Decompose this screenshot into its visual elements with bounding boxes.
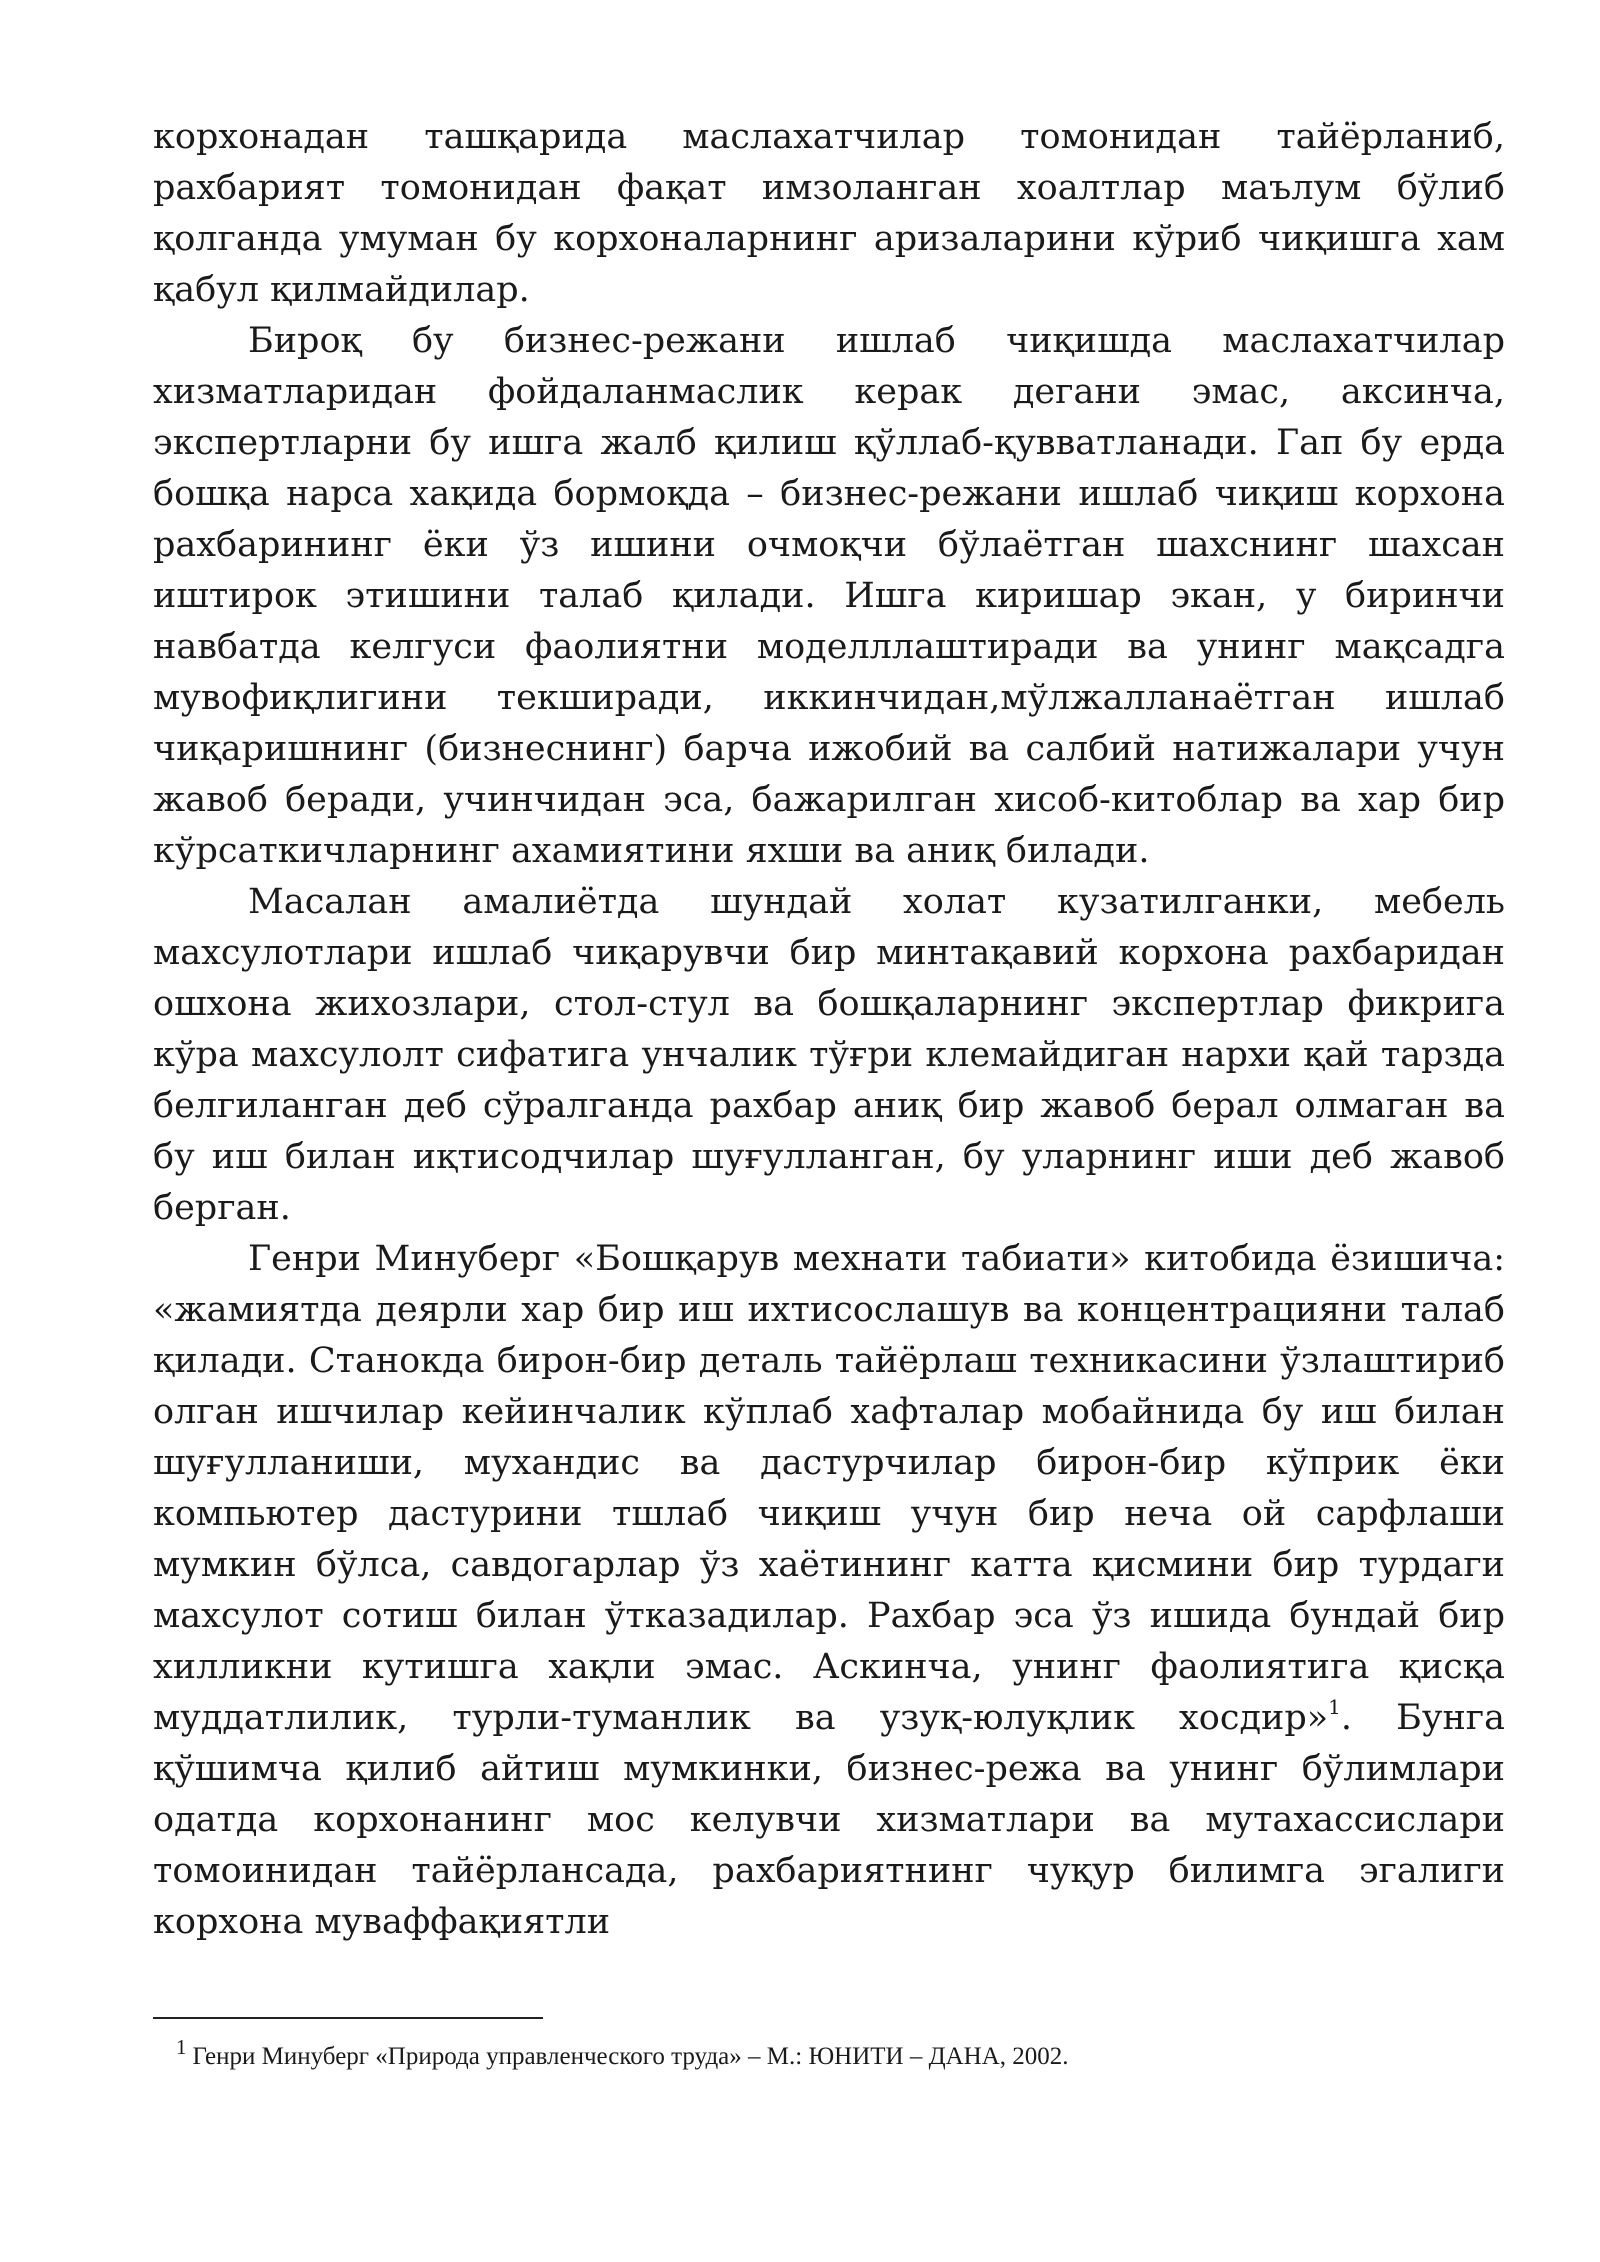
footnote-number: 1: [176, 2035, 187, 2059]
paragraph-3: Масалан амалиётда шундай холат кузатилганки, мебель махсулотлари ишлаб чиқарувчи бир минтақавий корхона рахбаридан ошхона жихозлари, стол-стул ва бошқаларнинг экспертлар фикрига кўра махсулолт сифатига унчалик тўғри клемайдиган нархи қай тарзда белгиланган деб сўралганда рахбар аниқ бир жавоб берал олмаган ва бу иш билан иқтисодчилар шуғулланган, бу уларнинг иши деб жавоб берган.: [153, 882, 1505, 1228]
document-body: [153, 112, 1505, 1948]
paragraph-4-text-before-ref: Генри Минуберг «Бошқарув мехнати табиати» китобида ёзишича: «жамиятда деярли хар бир иш ихтисослашув ва концентрацияни талаб қилади. Станокда бирон-бир деталь тайёрлаш техникасини ўзлаштириб олган ишчилар кейинчалик кўплаб хафталар мобайнида бу иш билан шуғулланиши, мухандис ва дастурчилар бирон-бир кўприк ёки компьютер дастурини тшлаб чиқиш учун бир неча ой сарфлаши мумкин бўлса, савдогарлар ўз хаётининг катта қисмини бир турдаги махсулот сотиш билан ўтказадилар. Рахбар эса ўз ишида бундай бир хилликни кутишга хақли эмас. Аскинча, унинг фаолиятига қисқа муддатлилик, турли-туманлик ва узуқ-юлуқлик хосдир»: [153, 1239, 1505, 1738]
paragraph-1: корхонадан ташқарида маслахатчилар томонидан тайёрланиб, рахбарият томонидан фақат имзоланган хоалтлар маълум бўлиб қолганда умуман бу корхоналарнинг аризаларини кўриб чиқишга хам қабул қилмайдилар.: [153, 117, 1505, 310]
footnote: [176, 2035, 1496, 2074]
paragraph-4: [153, 1234, 1505, 1948]
footnote-text: Генри Минуберг «Природа управленческого труда» – М.: ЮНИТИ – ДАНА, 2002.: [192, 2043, 1069, 2070]
paragraph-4-text-after-ref: . Бунга қўшимча қилиб айтиш мумкинки, бизнес-режа ва унинг бўлимлари одатда корхонанинг мос келувчи хизматлари ва мутахассислари томоинидан тайёрлансада, рахбариятнинг чуқур билимга эгалиги корхона муваффақиятли: [153, 1698, 1505, 1942]
paragraph-2: Бироқ бу бизнес-режани ишлаб чиқишда маслахатчилар хизматларидан фойдаланмаслик керак дегани эмас, аксинча, экспертларни бу ишга жалб қилиш қўллаб-қувватланади. Гап бу ерда бошқа нарса хақида бормоқда – бизнес-режани ишлаб чиқиш корхона рахбарининг ёки ўз ишини очмоқчи бўлаётган шахснинг шахсан иштирок этишини талаб қилади. Ишга киришар экан, у биринчи навбатда келгуси фаолиятни моделллаштиради ва унинг мақсадга мувофиқлигини текширади, иккинчидан,мўлжалланаётган ишлаб чиқаришнинг (бизнеснинг) барча ижобий ва салбий натижалари учун жавоб беради, учинчидан эса, бажарилган хисоб-китоблар ва хар бир кўрсаткичларнинг ахамиятини яхши ва аниқ билади.: [153, 321, 1505, 871]
footnote-separator: [153, 2017, 543, 2019]
footnote-reference[interactable]: 1: [1328, 1695, 1341, 1719]
